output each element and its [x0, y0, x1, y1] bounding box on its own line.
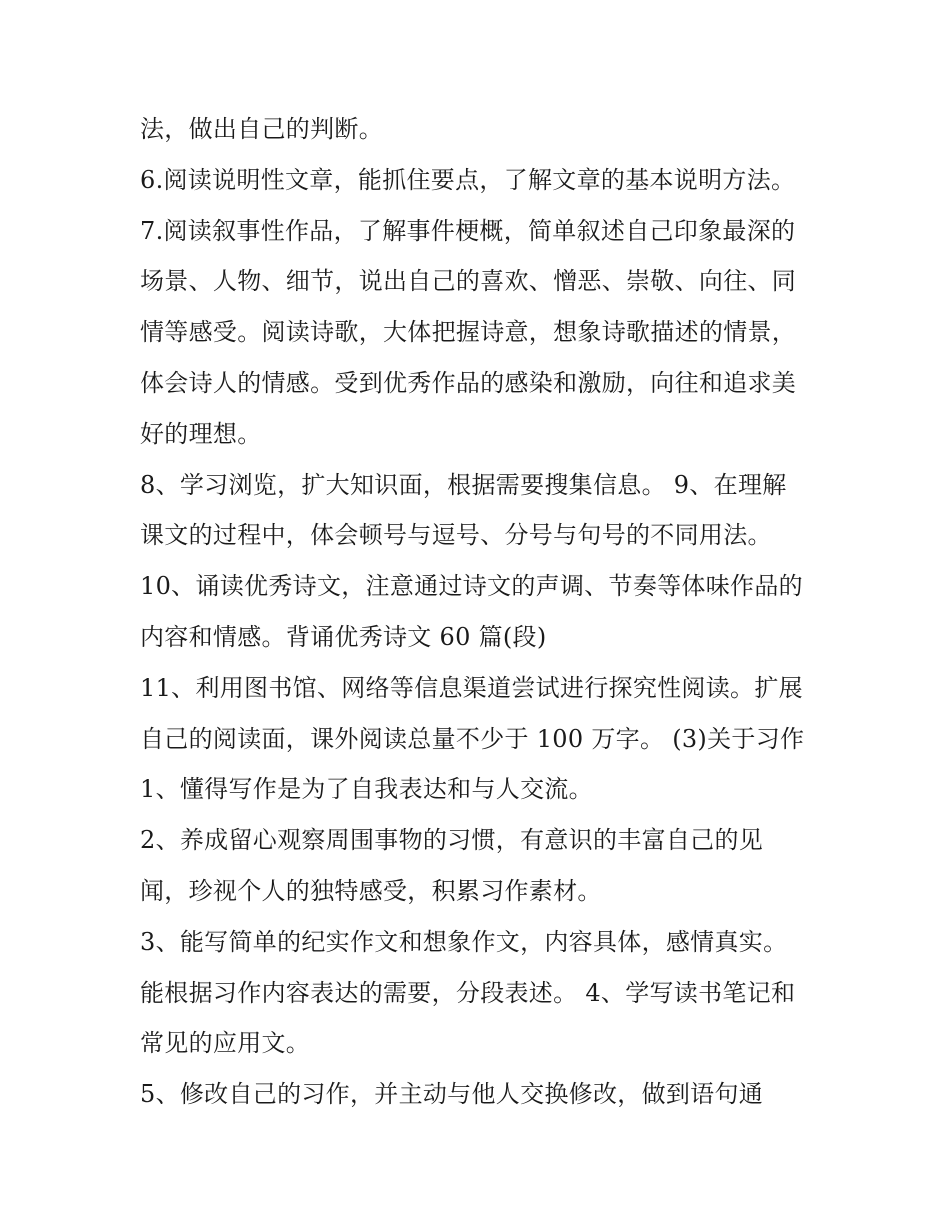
text-line: 1、懂得写作是为了自我表达和与人交流。 [140, 775, 593, 804]
text-line: 体会诗人的情感。受到优秀作品的感染和激励，向往和追求美 [140, 368, 797, 397]
text-line: 情等感受。阅读诗歌，大体把握诗意，想象诗歌描述的情景， [140, 318, 797, 347]
text-line: 好的理想。 [140, 419, 262, 448]
text-line: 能根据习作内容表达的需要，分段表述。 4、学写读书笔记和 [140, 978, 796, 1007]
text-line: 常见的应用文。 [140, 1029, 311, 1058]
text-line: 自己的阅读面，课外阅读总量不少于 100 万字。 (3)关于习作 [140, 724, 805, 753]
text-line: 内容和情感。背诵优秀诗文 60 篇(段) [140, 622, 547, 651]
text-line: 10、诵读优秀诗文，注意通过诗文的声调、节奏等体味作品的 [140, 572, 803, 601]
text-line: 6.阅读说明性文章，能抓住要点，了解文章的基本说明方法。 [140, 165, 796, 194]
text-line: 11、利用图书馆、网络等信息渠道尝试进行探究性阅读。扩展 [140, 673, 803, 702]
text-line: 3、能写简单的纪实作文和想象作文，内容具体，感情真实。 [140, 927, 788, 956]
text-line: 课文的过程中，体会顿号与逗号、分号与句号的不同用法。 [140, 521, 772, 550]
text-line: 2、养成留心观察周围事物的习惯，有意识的丰富自己的见 [140, 826, 764, 855]
text-line: 法，做出自己的判断。 [140, 115, 383, 143]
text-line: 7.阅读叙事性作品，了解事件梗概，简单叙述自己印象最深的 [140, 216, 796, 245]
text-line: 5、修改自己的习作，并主动与他人交换修改，做到语句通 [140, 1080, 764, 1109]
text-line: 8、学习浏览，扩大知识面，根据需要搜集信息。 9、在理解 [140, 470, 787, 499]
text-line: 场景、人物、细节，说出自己的喜欢、憎恶、崇敬、向往、同 [140, 267, 797, 296]
text-line: 闻，珍视个人的独特感受，积累习作素材。 [140, 876, 602, 905]
body-text [140, 104, 840, 1120]
